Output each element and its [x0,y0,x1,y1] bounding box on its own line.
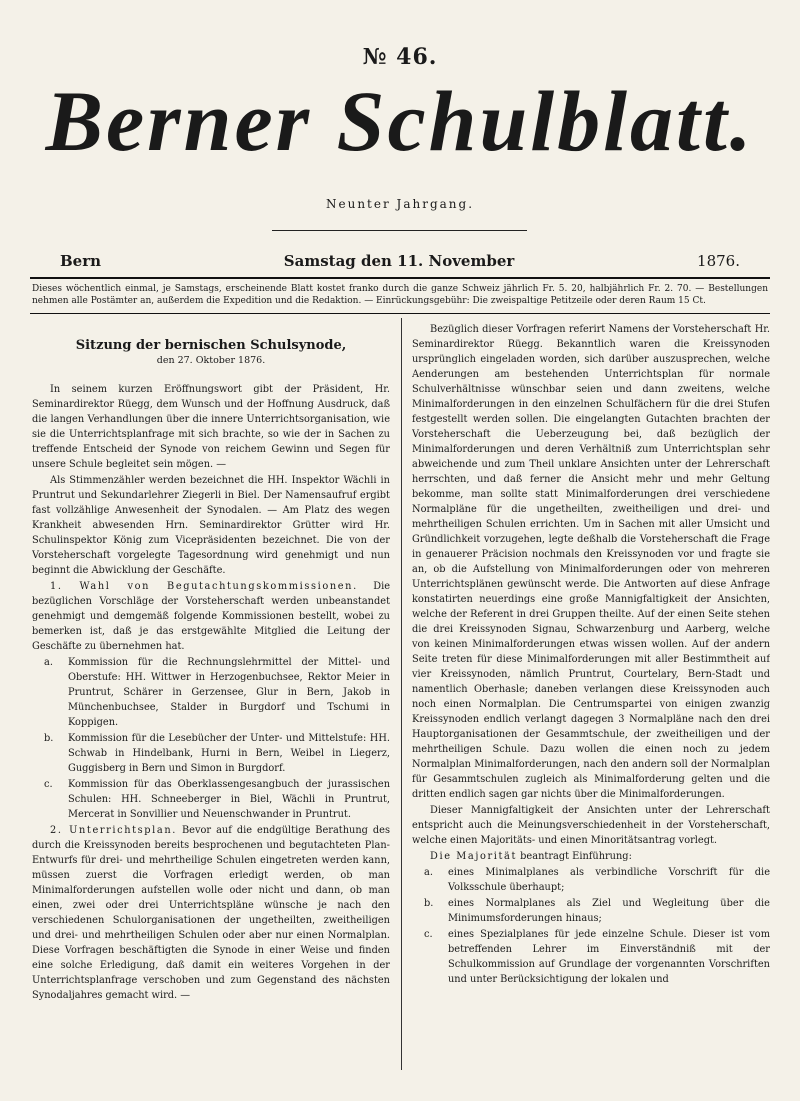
paragraph-commissions-text: Die bezüglichen Vorschläge der Vorsteherschaft werden unbeanstandet genehmigt und demgemäß folgende Kommissionen bestellt, wobei zu bemerken ist, daß je das erstgewählte Mitglied die Leitung der Geschäfte zu übernehmen hat. [32,581,390,652]
issue-number: № 46. [362,44,438,70]
list-item-text: eines Normalplanes als Ziel und Wegleitung über die Minimumsforderungen hinaus; [448,898,770,924]
column-divider [401,318,402,1070]
paragraph-majority [412,849,770,864]
section-title-commissions: 1. Wahl von Begutachtungskommissionen. [50,581,358,592]
majority-text: beantragt Einführung: [517,851,632,862]
section-title-curriculum: 2. Unterrichtsplan. [50,825,177,836]
paragraph-opening: In seinem kurzen Eröffnungswort gibt der Präsident, Hr. Seminardirektor Rüegg, dem Wunsch und der Hoffnung Ausdruck, daß die langen Verhandlungen über die innere Unterrichtsorganisation, wie sie die Unterrichtsplanfrage mit sich brachte, so wie der in Sachen zu treffende Entscheid der Synode von reichem Gewinn und Segen für unsere Schule begleitet sein mögen. — [32,384,390,470]
right-column [412,322,770,1070]
bottom-rule [30,313,770,314]
list-item [412,927,770,987]
majority-label: Die Majorität [430,851,518,862]
list-item [412,896,770,926]
list-item-text: eines Spezialplanes für jede einzelne Schule. Dieser ist vom betreffenden Lehrer im Einverständniß mit der Schulkommission auf Grundlage der vorgenannten Vorschriften und unter Berücksichtigung der lokalen und [448,929,770,985]
paragraph-tellers: Als Stimmenzähler werden bezeichnet die HH. Inspektor Wächli in Pruntrut und Sekundarlehrer Ziegerli in Biel. Der Namensaufruf ergibt fast vollzählige Anwesenheit der Synodalen. — Am Platz des wegen Krankheit abwesenden Hrn. Seminardirektor Grütter wird Hr. Schulinspektor König zum Vicepräsidenten bezeichnet. Die von der Vorsteherschaft vorgelegte Tagesordnung wird genehmigt und nun beginnt die Abwicklung der Geschäfte. [32,475,390,576]
list-item [412,865,770,895]
list-item [32,777,390,822]
list-item-label: a. [44,657,53,668]
list-item-text: Kommission für das Oberklassengesangbuch der jurassischen Schulen: HH. Schneeberger in Biel, Wächli in Pruntrut, Mercerat in Sonvillier und Neuenschwander in Pruntrut. [68,779,390,820]
list-item-text: eines Minimalplanes als verbindliche Vorschrift für die Volksschule überhaupt; [448,867,770,893]
place: Bern [60,252,102,270]
list-item-label: c. [424,929,433,940]
top-rule [30,277,770,279]
masthead-divider [272,230,527,231]
list-item [32,731,390,776]
paragraph-report: Bezüglich dieser Vorfragen referirt Namens der Vorsteherschaft Hr. Seminardirektor Rüegg. Bekanntlich waren die Kreissynoden ursprünglich eingeladen worden, sich darüber auszusprechen, welche Aenderungen am bestehenden Unterrichtsplan für normale Schulverhältnisse wünschbar seien und dann zweitens, welche Minimalforderungen in den einzelnen Schulfächern für die drei Stufen festgestellt werden sollen. Die eingelangten Gutachten brachten der Vorsteherschaft die Ueberzeugung bei, daß bezüglich der Minimalforderungen und deren Verhältniß zum Unterrichtsplan sehr abweichende und zum Theil unklare Ansichten unter der Lehrerschaft herrschten, und daß ferner die Ansicht mehr und mehr Geltung bekomme, man sollte statt Minimalforderungen drei verschiedene Normalpläne für die ungetheilten, zweitheiligen und drei- und mehrtheiligen Schulen errichten. Um in Sachen mit aller Umsicht und Gründlichkeit vorzugehen, legte deßhalb die Vorsteherschaft die Frage in genauerer Präcision nochmals den Kreissynoden vor und fragte sie an, ob die Aufstellung von Minimalforderungen oder von mehreren Unterrichtsplänen gewünscht werde. Die Antworten auf diese Anfrage konstatirten neuerdings eine große Mannigfaltigkeit der Ansichten, welche der Referent in drei Gruppen theilte. Auf der einen Seite stehen die drei Kreissynoden Signau, Schwarzenburg und Aarberg, welche von keinen Minimalforderungen etwas wissen wollen. Auf der andern Seite treten für diese Minimalforderungen mit aller Bestimmtheit auf vier Kreissynoden, nämlich Pruntrut, Courtelary, Bern-Stadt und namentlich Oberhasle; daneben verlangen diese Kreissynoden auch noch einen Normalplan. Die Centrumspartei von einigen zwanzig Kreissynoden endlich verlangt dagegen 3 Normalpläne nach den drei Hauptorganisationen der Gesammtschule, der zweitheiligen und der mehrtheiligen Schule. Dazu wollen die einen noch zu jedem Normalplan Minimalforderungen, nach den andern soll der Normalplan für Gesammtschulen zugleich als Minimalforderung gelten und die dritten endlich sagen gar nichts über die Minimalforderungen. [412,324,770,800]
paragraph-curriculum [32,823,390,1003]
dateline [60,252,740,270]
article-heading: Sitzung der bernischen Schulsynode, [75,338,347,353]
list-item-label: b. [44,733,54,744]
paragraph-variety: Dieser Mannigfaltigkeit der Ansichten unter der Lehrerschaft entspricht auch die Meinungsverschiedenheit in der Vorsteherschaft, welche einen Majoritäts- und einen Minoritätsantrag vorlegt. [412,805,770,846]
list-item-label: a. [424,867,433,878]
list-item-label: b. [424,898,434,909]
left-column [32,322,390,1070]
paragraph-curriculum-text: Bevor auf die endgültige Berathung des durch die Kreissynoden bereits besprochenen und begutachteten Plan-Entwurfs für drei- und mehrtheilige Schulen eingetreten werden kann, müssen zuerst die Vorfragen erledigt werden, ob man Minimalforderungen aufstellen wolle oder nicht und dann, ob man einen, zwei oder drei Unterrichtspläne wünsche je nach den verschiedenen Schulorganisationen der ungetheilten, zweitheiligen und drei- und mehrtheiligen Schulen oder aber nur einen Normalplan. Diese Vorfragen beschäftigten die Synode in einer Weise und finden eine solche Erledigung, daß damit ein weiteres Vorgehen in der Unterrichtsplanfrage verschoben und zum Gegenstand des nächsten Synodaljahres gemacht wird. — [32,825,390,1001]
article-date: den 27. Oktober 1876. [156,355,266,366]
list-item [32,655,390,730]
list-item-text: Kommission für die Rechnungslehrmittel der Mittel- und Oberstufe: HH. Wittwer in Herzogenbuchsee, Rektor Meier in Pruntrut, Schärer in Gerzensee, Glur in Bern, Jakob in Münchenbuchsee, Stalder in Burgdorf und Tschumi in Koppigen. [68,657,390,728]
issue-date: Samstag den 11. November [283,252,515,270]
volume-line: Neunter Jahrgang. [325,197,475,211]
subscription-notice: Dieses wöchentlich einmal, je Samstags, erscheinende Blatt kostet franko durch die ganze Schweiz jährlich Fr. 5. 20, halbjährlich Fr. 2. 70. — Bestellungen nehmen alle Postämter an, außerdem die Expedition und die Redaktion. — Einrückungsgebühr: Die zweispaltige Petitzeile oder deren Raum 15 Ct. [32,284,768,306]
paragraph-commissions [32,579,390,654]
list-item-label: c. [44,779,53,790]
list-item-text: Kommission für die Lesebücher der Unter- und Mittelstufe: HH. Schwab in Hindelbank, Hurni in Bern, Weibel in Liegerz, Guggisberg in Bern und Simon in Burgdorf. [68,733,390,774]
masthead-title: Berner Schulblatt. [45,73,755,169]
issue-year: 1876. [697,252,740,270]
